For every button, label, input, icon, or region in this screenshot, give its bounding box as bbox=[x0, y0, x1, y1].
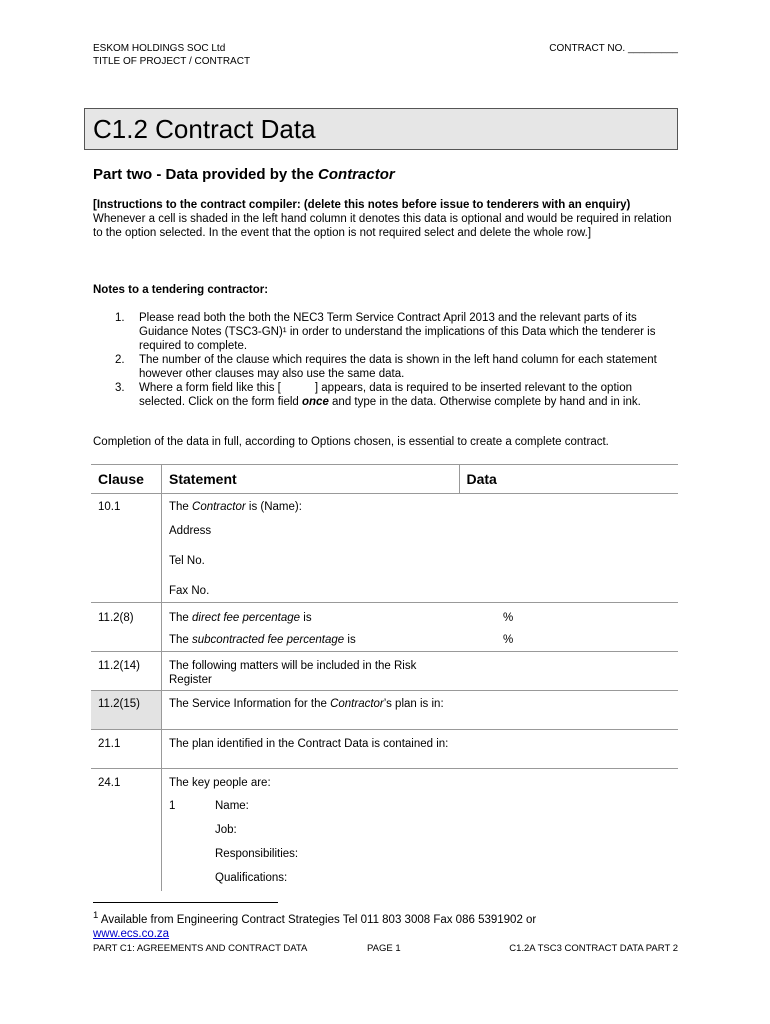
instructions bbox=[93, 198, 678, 240]
statement-cell: Job: bbox=[215, 824, 237, 836]
clause-cell: 24.1 bbox=[91, 769, 162, 794]
data-cell[interactable] bbox=[459, 652, 678, 691]
statement-emphasis: direct fee percentage bbox=[192, 612, 301, 624]
statement-cell: The following matters will be included in the Risk Register bbox=[162, 652, 460, 691]
statement-cell bbox=[162, 627, 460, 652]
company-name: ESKOM HOLDINGS SOC Ltd bbox=[93, 43, 226, 54]
statement-cell bbox=[162, 603, 460, 628]
statement-text: is bbox=[344, 634, 356, 646]
table-row bbox=[91, 652, 678, 691]
table-row bbox=[91, 817, 678, 841]
table-row bbox=[91, 841, 678, 865]
table-row bbox=[91, 603, 678, 628]
subtitle-text: Part two - Data provided by the bbox=[93, 166, 319, 183]
data-cell[interactable] bbox=[459, 730, 678, 769]
note-item bbox=[115, 381, 680, 409]
note-item bbox=[115, 311, 680, 353]
statement-cell: Responsibilities: bbox=[215, 848, 299, 860]
note-text: The number of the clause which requires the data is shown in the left hand column for each statement however other clauses may also use the same data. bbox=[139, 354, 657, 380]
table-row bbox=[91, 627, 678, 652]
table-row bbox=[91, 578, 678, 603]
statement-text: Name: bbox=[215, 800, 249, 812]
note-number: 1. bbox=[115, 312, 125, 324]
percent-cell[interactable]: % bbox=[459, 603, 678, 628]
header-statement: Statement bbox=[162, 465, 460, 494]
footnote-divider bbox=[93, 902, 278, 903]
statement-cell: The plan identified in the Contract Data is contained in: bbox=[162, 730, 460, 769]
instructions-bold: [Instructions to the contract compiler: (delete this notes before issue to tenderers with an enquiry) bbox=[93, 199, 631, 211]
statement-text: ’s plan is in: bbox=[383, 698, 444, 710]
data-cell[interactable] bbox=[459, 817, 678, 841]
statement-text: The bbox=[169, 612, 193, 624]
statement-cell: Address bbox=[169, 525, 212, 537]
table-row bbox=[91, 793, 678, 817]
clause-cell: 10.1 bbox=[91, 494, 162, 519]
data-cell[interactable] bbox=[459, 518, 678, 548]
statement-text: is bbox=[300, 612, 312, 624]
header-data: Data bbox=[459, 465, 678, 494]
clause-cell bbox=[91, 865, 162, 891]
statement-emphasis: Contractor bbox=[192, 501, 246, 513]
subtitle-emphasis: Contractor bbox=[318, 166, 395, 183]
note-text-part: ] appears, data is required to be inserted relevant to the option selected. Click on the form field bbox=[139, 382, 632, 408]
percent-cell[interactable]: % bbox=[503, 634, 514, 646]
statement-emphasis: Contractor bbox=[330, 698, 384, 710]
project-title: TITLE OF PROJECT / CONTRACT bbox=[93, 56, 251, 67]
clause-cell bbox=[91, 518, 162, 548]
note-text: Please read both the both the NEC3 Term Service Contract April 2013 and the relevant parts of its Guidance Notes (TSC3-GN)¹ in order to understand the implications of this Data which the tenderer is required to complete. bbox=[139, 312, 656, 352]
table-row bbox=[91, 494, 678, 519]
notes-heading: Notes to a tendering contractor: bbox=[93, 284, 269, 296]
data-cell[interactable] bbox=[459, 769, 678, 794]
subtitle bbox=[93, 166, 395, 183]
statement-cell: Fax No. bbox=[169, 585, 210, 597]
statement-text: The bbox=[169, 634, 193, 646]
statement-text: is (Name): bbox=[245, 501, 302, 513]
footer-page: PAGE 1 bbox=[367, 943, 401, 954]
data-cell[interactable] bbox=[459, 865, 678, 891]
clause-cell bbox=[91, 548, 162, 578]
footnote-mark: 1 bbox=[93, 910, 99, 921]
contract-data-table bbox=[91, 464, 678, 891]
statement-cell bbox=[162, 494, 460, 519]
note-emphasis: once bbox=[302, 396, 329, 408]
note-item bbox=[115, 353, 680, 381]
clause-cell: 21.1 bbox=[91, 730, 162, 769]
clause-cell bbox=[91, 817, 162, 841]
clause-cell: 11.2(8) bbox=[91, 603, 162, 628]
footer-right: C1.2A TSC3 CONTRACT DATA PART 2 bbox=[509, 943, 678, 954]
statement-cell: Tel No. bbox=[169, 555, 205, 567]
table-row bbox=[91, 691, 678, 730]
clause-cell: 11.2(15) bbox=[91, 691, 162, 730]
table-row bbox=[91, 769, 678, 794]
statement-text: The Service Information for the bbox=[169, 698, 331, 710]
data-cell[interactable] bbox=[459, 841, 678, 865]
table-row bbox=[91, 865, 678, 891]
clause-cell bbox=[91, 578, 162, 603]
data-cell[interactable] bbox=[459, 548, 678, 578]
statement-emphasis: subcontracted fee percentage bbox=[192, 634, 345, 646]
statement-cell bbox=[162, 793, 460, 817]
data-cell[interactable] bbox=[459, 691, 678, 730]
clause-cell: 11.2(14) bbox=[91, 652, 162, 691]
header-clause: Clause bbox=[91, 465, 162, 494]
statement-cell: The key people are: bbox=[162, 769, 460, 794]
note-text-part: and type in the data. Otherwise complete by hand and in ink. bbox=[328, 396, 641, 408]
key-person-number: 1 bbox=[169, 800, 176, 812]
statement-text: The bbox=[169, 501, 193, 513]
notes-list bbox=[115, 311, 680, 409]
table-row bbox=[91, 518, 678, 548]
note-number: 3. bbox=[115, 382, 125, 394]
data-cell[interactable] bbox=[459, 578, 678, 603]
page-title: C1.2 Contract Data bbox=[84, 108, 678, 150]
clause-cell bbox=[91, 793, 162, 817]
instructions-text: Whenever a cell is shaded in the left hand column it denotes this data is optional and would be required in relation to the option selected. In the event that the option is not required select and delete the whole row.] bbox=[93, 213, 672, 239]
table-row bbox=[91, 730, 678, 769]
data-cell[interactable] bbox=[459, 793, 678, 817]
note-text bbox=[139, 381, 680, 409]
table-header-row bbox=[91, 465, 678, 494]
statement-cell bbox=[162, 691, 460, 730]
clause-cell bbox=[91, 841, 162, 865]
table-row bbox=[91, 548, 678, 578]
contract-number: CONTRACT NO. _________ bbox=[549, 43, 678, 54]
ecs-link[interactable]: www.ecs.co.za bbox=[93, 927, 170, 940]
footnote bbox=[93, 909, 678, 941]
note-number: 2. bbox=[115, 354, 125, 366]
footer-left: PART C1: AGREEMENTS AND CONTRACT DATA bbox=[93, 943, 308, 954]
note-text-part: Where a form field like this [ bbox=[139, 382, 281, 394]
completion-note: Completion of the data in full, according to Options chosen, is essential to create a complete contract. bbox=[93, 436, 609, 448]
statement-cell: Qualifications: bbox=[215, 872, 288, 884]
clause-cell bbox=[91, 627, 162, 652]
header-left bbox=[93, 42, 250, 68]
data-cell[interactable] bbox=[459, 494, 678, 519]
footnote-text: Available from Engineering Contract Strategies Tel 011 803 3008 Fax 086 5391902 or bbox=[98, 913, 537, 926]
